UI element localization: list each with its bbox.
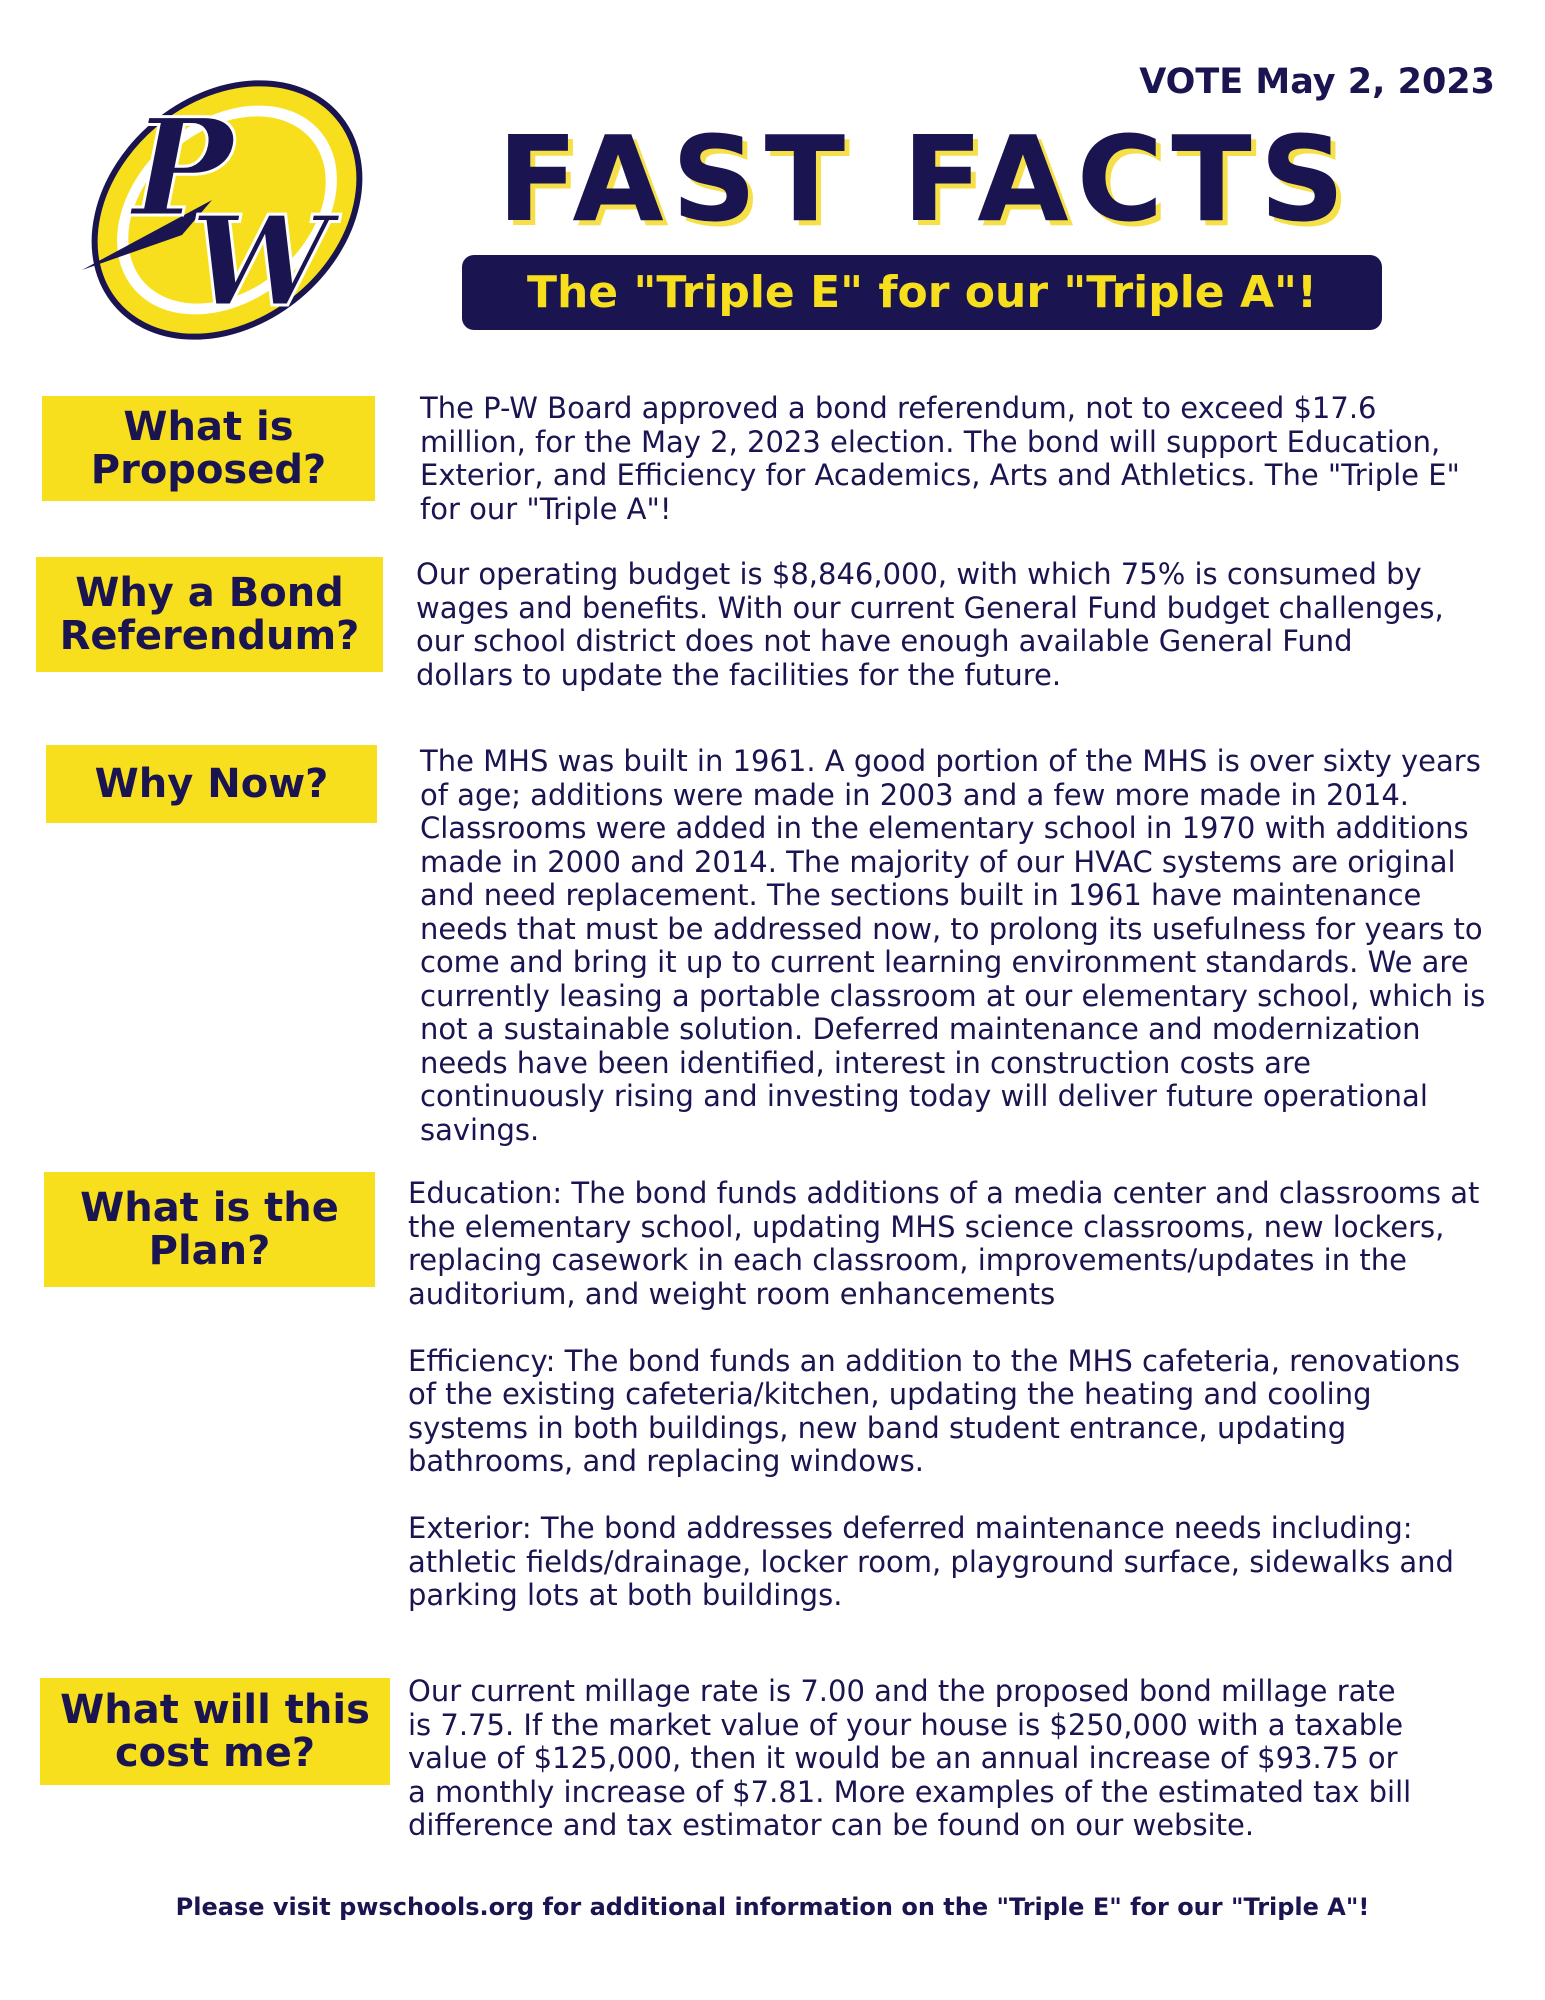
text-what-is-proposed: The P-W Board approved a bond referendum, not to exceed $17.6 million, for the May 2, 2023 election. The bond will support Education, Exterior, and Efficiency for Academics, Arts and Athletics. The "Triple E" for our "Triple A"! <box>420 391 1460 526</box>
page-title: FAST FACTS <box>497 110 1353 248</box>
text-cost: Our current millage rate is 7.00 and the proposed bond millage rate is 7.75. If the market value of your house is $250,000 with a taxable value of $125,000, then it would be an annual increase of $93.75 or a monthly increase of $7.81. More examples of the estimated tax bill difference and tax estimator can be found on our website. <box>408 1674 1412 1842</box>
label-why-now: Why Now? <box>46 745 377 823</box>
label-what-is-proposed: What is Proposed? <box>42 396 375 501</box>
plan-education: Education: The bond funds additions of a media center and classrooms at the elementary school, updating MHS science classrooms, new lockers, replacing casework in each classroom, improvements/updates in the auditorium, and weight room enhancements <box>408 1176 1480 1311</box>
subtitle-text: The "Triple E" for our "Triple A"! <box>526 267 1318 318</box>
svg-text:P: P <box>132 88 234 247</box>
label-what-will-this-cost: What will this cost me? <box>40 1678 390 1785</box>
vote-date: VOTE May 2, 2023 <box>1139 62 1495 102</box>
plan-exterior: Exterior: The bond addresses deferred maintenance needs including: athletic fields/drainage, locker room, playground surface, sidewalks and parking lots at both buildings. <box>408 1511 1454 1612</box>
subtitle-banner <box>462 255 1382 330</box>
footer-note: Please visit pwschools.org for additional information on the "Triple E" for our "Triple A"! <box>175 1893 1370 1921</box>
label-why-bond-referendum: Why a Bond Referendum? <box>36 557 383 672</box>
pw-logo <box>62 50 382 370</box>
label-what-is-the-plan: What is the Plan? <box>44 1172 375 1287</box>
text-why-now: The MHS was built in 1961. A good portion of the MHS is over sixty years of age; additions were made in 2003 and a few more made in 2014. Classrooms were added in the elementary school in 1970 with additions made in 2000 and 2014. The majority of our HVAC systems are original and need replacement. The sections built in 1961 have maintenance needs that must be addressed now, to prolong its usefulness for years to come and bring it up to current learning environment standards. We are currently leasing a portable classroom at our elementary school, which is not a sustainable solution. Deferred maintenance and modernization needs have been identified, interest in construction costs are continuously rising and investing today will deliver future operational savings. <box>420 744 1486 1147</box>
text-plan <box>408 1177 1483 1613</box>
text-why-bond-referendum: Our operating budget is $8,846,000, with which 75% is consumed by wages and benefits. With our current General Fund budget challenges, our school district does not have enough available General Fund dollars to update the facilities for the future. <box>416 557 1444 692</box>
svg-text:W: W <box>190 189 331 335</box>
plan-efficiency: Efficiency: The bond funds an addition to the MHS cafeteria, renovations of the existing cafeteria/kitchen, updating the heating and cooling systems in both buildings, new band student entrance, updating bathrooms, and replacing windows. <box>408 1343 1460 1478</box>
